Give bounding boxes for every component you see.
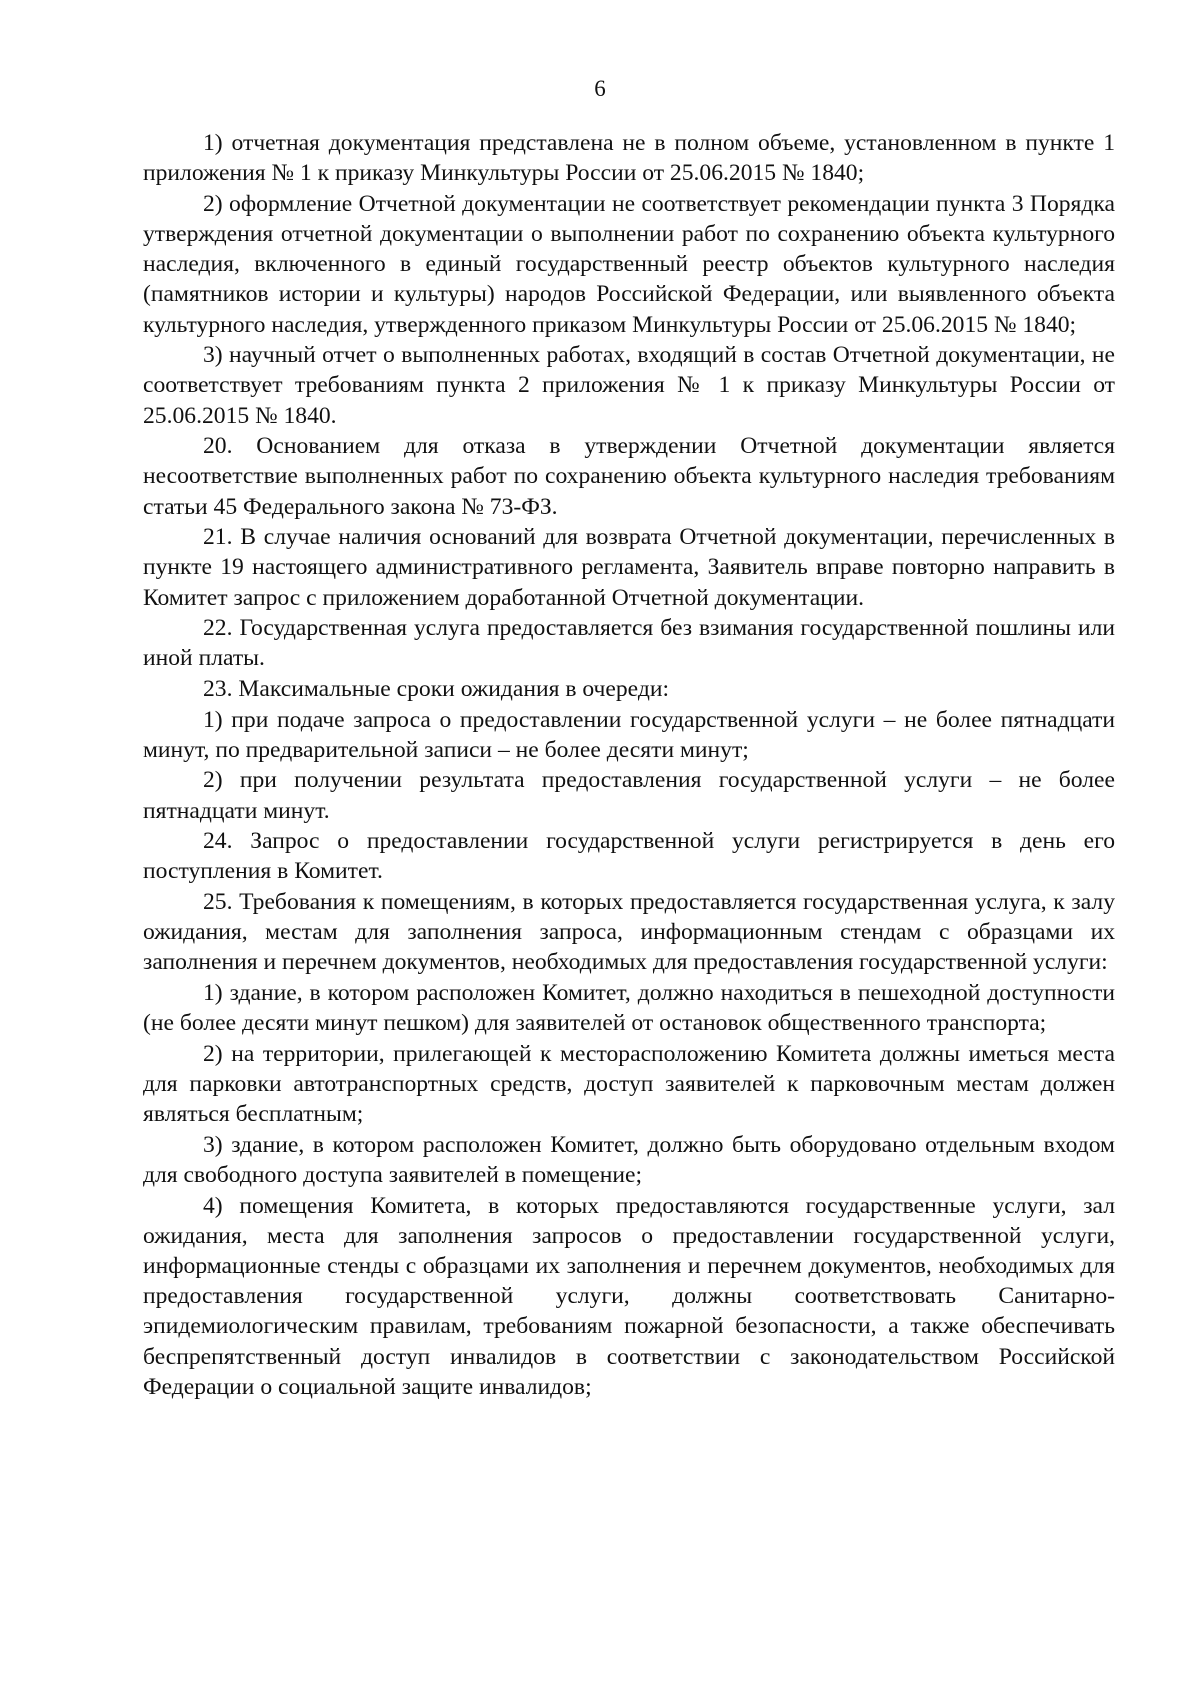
paragraph-item-1-incomplete-documentation: 1) отчетная документация представлена не в полном объеме, установленном в пункте 1 приложения № 1 к приказу Минкультуры России от 25.06.2015 № 1840; [143,130,1115,187]
document-body [143,128,1115,1402]
paragraph-23-item-1: 1) при подаче запроса о предоставлении государственной услуги – не более пятнадцати минут, по предварительной записи – не более десяти минут; [143,706,1115,763]
paragraph-25-item-1: 1) здание, в котором расположен Комитет, должно находиться в пешеходной доступности (не более десяти минут пешком) для заявителей от остановок общественного транспорта; [143,979,1115,1037]
paragraph-20-refusal-grounds: 20. Основанием для отказа в утверждении Отчетной документации является несоответствие выполненных работ по сохранению объекта культурного наследия требованиям статьи 45 Федерального закона № 73-ФЗ. [143,433,1115,520]
paragraph-25-item-3: 3) здание, в котором расположен Комитет, должно быть оборудовано отдельным входом для свободного доступа заявителей в помещение; [143,1131,1115,1188]
paragraph-25-item-2: 2) на территории, прилегающей к месторасположению Комитета должны иметься места для парковки автотранспортных средств, доступ заявителей к парковочным местам должен являться бесплатным; [143,1040,1115,1128]
paragraph-21-resubmission: 21. В случае наличия оснований для возврата Отчетной документации, перечисленных в пункте 19 настоящего административного регламента, Заявитель вправе повторно направить в Комитет запрос с приложением доработанной Отчетной документации. [143,524,1115,611]
page-number: 6 [594,76,606,101]
paragraph-23-item-2: 2) при получении результата предоставления государственной услуги – не более пятнадцати минут. [143,767,1115,824]
paragraph-item-3-scientific-report: 3) научный отчет о выполненных работах, входящий в состав Отчетной документации, не соответствует требованиям пункта 2 приложения № 1 к приказу Минкультуры России от 25.06.2015 № 1840. [143,342,1115,429]
paragraph-24-registration: 24. Запрос о предоставлении государственной услуги регистрируется в день его поступления в Комитет. [143,828,1115,885]
paragraph-25-item-4: 4) помещения Комитета, в которых предоставляются государственные услуги, зал ожидания, места для заполнения запросов о предоставлении государственной услуги, информационные стенды с образцами их заполнения и перечнем документов, необходимых для предоставления государственной услуги, должны соответствовать Санитарно-эпидемиологическим правилам, требованиям пожарной безопасности, а также обеспечивать беспрепятственный доступ инвалидов в соответствии с законодательством Российской Федерации о социальной защите инвалидов; [143,1192,1115,1400]
paragraph-22-no-fee: 22. Государственная услуга предоставляется без взимания государственной пошлины или иной платы. [143,615,1115,672]
paragraph-item-2-formatting-mismatch: 2) оформление Отчетной документации не соответствует рекомендации пункта 3 Порядка утверждения отчетной документации о выполнении работ по сохранению объекта культурного наследия, включенного в единый государственный реестр объектов культурного наследия (памятников истории и культуры) народов Российской Федерации, или выявленного объекта культурного наследия, утвержденного приказом Минкультуры России от 25.06.2015 № 1840; [143,190,1115,338]
paragraph-25-premises-requirements: 25. Требования к помещениям, в которых предоставляется государственная услуга, к залу ожидания, местам для заполнения запроса, информационным стендам с образцами их заполнения и перечнем документов, необходимых для предоставления государственной услуги: [143,888,1115,976]
paragraph-23-waiting-times: 23. Максимальные сроки ожидания в очереди: [203,676,670,702]
